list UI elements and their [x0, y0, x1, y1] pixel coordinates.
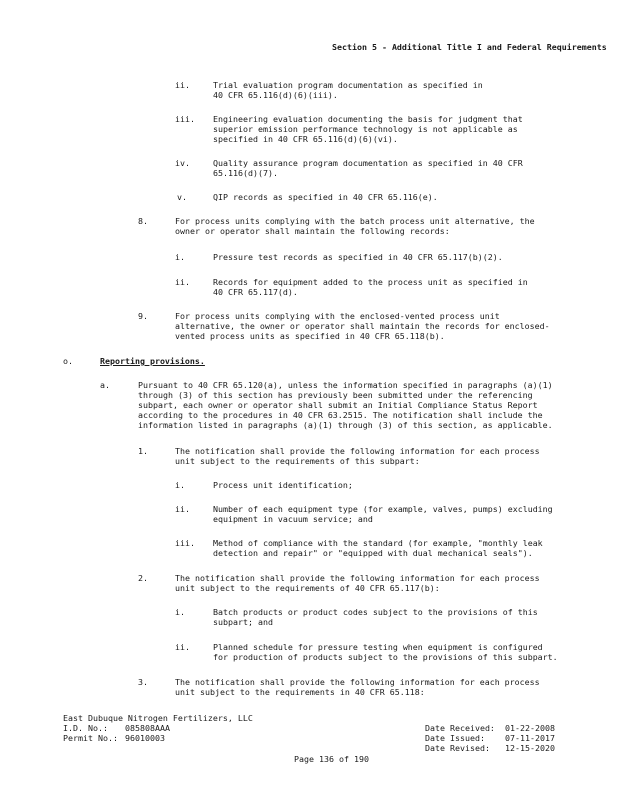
- paragraph-line: subpart, each owner or operator shall submit an Initial Compliance Status Report: [138, 400, 538, 410]
- paragraph-line: owner or operator shall maintain the following records:: [175, 226, 450, 236]
- paragraph-line: according to the procedures in 40 CFR 63.2515. The notification shall include the: [138, 410, 543, 420]
- list-item-text: Quality assurance program documentation as specified in 40 CFR: [213, 158, 523, 168]
- paragraph-line: through (3) of this section has previously been submitted under the referencing: [138, 390, 533, 400]
- list-item-text: equipment in vacuum service; and: [213, 514, 373, 524]
- footer-received-label: Date Received:: [425, 723, 495, 733]
- list-marker: i.: [175, 607, 185, 617]
- footer-issued-value: 07-11-2017: [505, 733, 555, 743]
- section-marker: o.: [63, 356, 73, 366]
- footer-company: East Dubuque Nitrogen Fertilizers, LLC: [63, 713, 253, 723]
- numbered-marker: 2.: [138, 573, 148, 583]
- page-current: 136: [318, 754, 334, 764]
- list-item-text: Method of compliance with the standard (for example, "monthly leak: [213, 538, 543, 548]
- list-marker: ii.: [175, 277, 190, 287]
- list-item-text: specified in 40 CFR 65.116(d)(6)(vi).: [213, 134, 398, 144]
- list-item-text: for production of products subject to the provisions of this subpart.: [213, 652, 558, 662]
- list-item-text: 40 CFR 65.117(d).: [213, 287, 298, 297]
- footer-revised-label: Date Revised:: [425, 743, 490, 753]
- list-marker: v.: [177, 192, 187, 202]
- list-item-text: Number of each equipment type (for example, valves, pumps) excluding: [213, 504, 553, 514]
- list-item-text: Trial evaluation program documentation as specified in: [213, 80, 483, 90]
- page-number: [294, 754, 369, 764]
- list-item-text: Process unit identification;: [213, 480, 353, 490]
- list-marker: ii.: [175, 642, 190, 652]
- numbered-marker: 1.: [138, 446, 148, 456]
- list-item-text: Engineering evaluation documenting the basis for judgment that: [213, 114, 523, 124]
- footer-id-value: 085808AAA: [125, 723, 170, 733]
- section-marker: a.: [100, 380, 110, 390]
- list-marker: ii.: [175, 80, 190, 90]
- list-item-text: 40 CFR 65.116(d)(6)(iii).: [213, 90, 338, 100]
- paragraph-line: unit subject to the requirements in 40 CFR 65.118:: [175, 687, 425, 697]
- numbered-marker: 8.: [138, 216, 148, 226]
- page-header: Section 5 - Additional Title I and Federal Requirements: [332, 42, 607, 52]
- paragraph-line: For process units complying with the batch process unit alternative, the: [175, 216, 535, 226]
- paragraph-line: unit subject to the requirements of 40 CFR 65.117(b):: [175, 583, 440, 593]
- list-item-text: subpart; and: [213, 617, 273, 627]
- list-marker: i.: [175, 480, 185, 490]
- footer-permit-label: Permit No.:: [63, 733, 118, 743]
- paragraph-line: Pursuant to 40 CFR 65.120(a), unless the information specified in paragraphs (a)(1): [138, 380, 553, 390]
- list-item-text: Planned schedule for pressure testing when equipment is configured: [213, 642, 543, 652]
- list-item-text: 65.116(d)(7).: [213, 168, 278, 178]
- list-marker: iv.: [175, 158, 190, 168]
- list-marker: iii.: [175, 538, 195, 548]
- list-item-text: Records for equipment added to the process unit as specified in: [213, 277, 528, 287]
- list-marker: ii.: [175, 504, 190, 514]
- paragraph-line: The notification shall provide the following information for each process: [175, 677, 540, 687]
- paragraph-line: alternative, the owner or operator shall maintain the records for enclosed-: [175, 321, 550, 331]
- footer-id-label: I.D. No.:: [63, 723, 108, 733]
- list-item-text: QIP records as specified in 40 CFR 65.116(e).: [213, 192, 438, 202]
- page-total: of 190: [338, 754, 369, 764]
- paragraph-line: For process units complying with the enclosed-vented process unit: [175, 311, 500, 321]
- numbered-marker: 3.: [138, 677, 148, 687]
- list-item-text: detection and repair" or "equipped with dual mechanical seals").: [213, 548, 533, 558]
- list-item-text: Batch products or product codes subject to the provisions of this: [213, 607, 538, 617]
- footer-issued-label: Date Issued:: [425, 733, 485, 743]
- paragraph-line: The notification shall provide the following information for each process: [175, 573, 540, 583]
- paragraph-line: The notification shall provide the following information for each process: [175, 446, 540, 456]
- paragraph-line: vented process units as specified in 40 CFR 65.118(b).: [175, 331, 445, 341]
- paragraph-line: unit subject to the requirements of this subpart:: [175, 456, 420, 466]
- list-marker: i.: [175, 252, 185, 262]
- page-prefix: Page: [294, 754, 314, 764]
- footer-permit-value: 96010003: [125, 733, 165, 743]
- footer-revised-value: 12-15-2020: [505, 743, 555, 753]
- list-item-text: Pressure test records as specified in 40 CFR 65.117(b)(2).: [213, 252, 503, 262]
- paragraph-line: information listed in paragraphs (a)(1) through (3) of this section, as applicable.: [138, 420, 553, 430]
- section-title: Reporting provisions.: [100, 356, 205, 366]
- list-item-text: superior emission performance technology is not applicable as: [213, 124, 518, 134]
- footer-received-value: 01-22-2008: [505, 723, 555, 733]
- list-marker: iii.: [175, 114, 195, 124]
- numbered-marker: 9.: [138, 311, 148, 321]
